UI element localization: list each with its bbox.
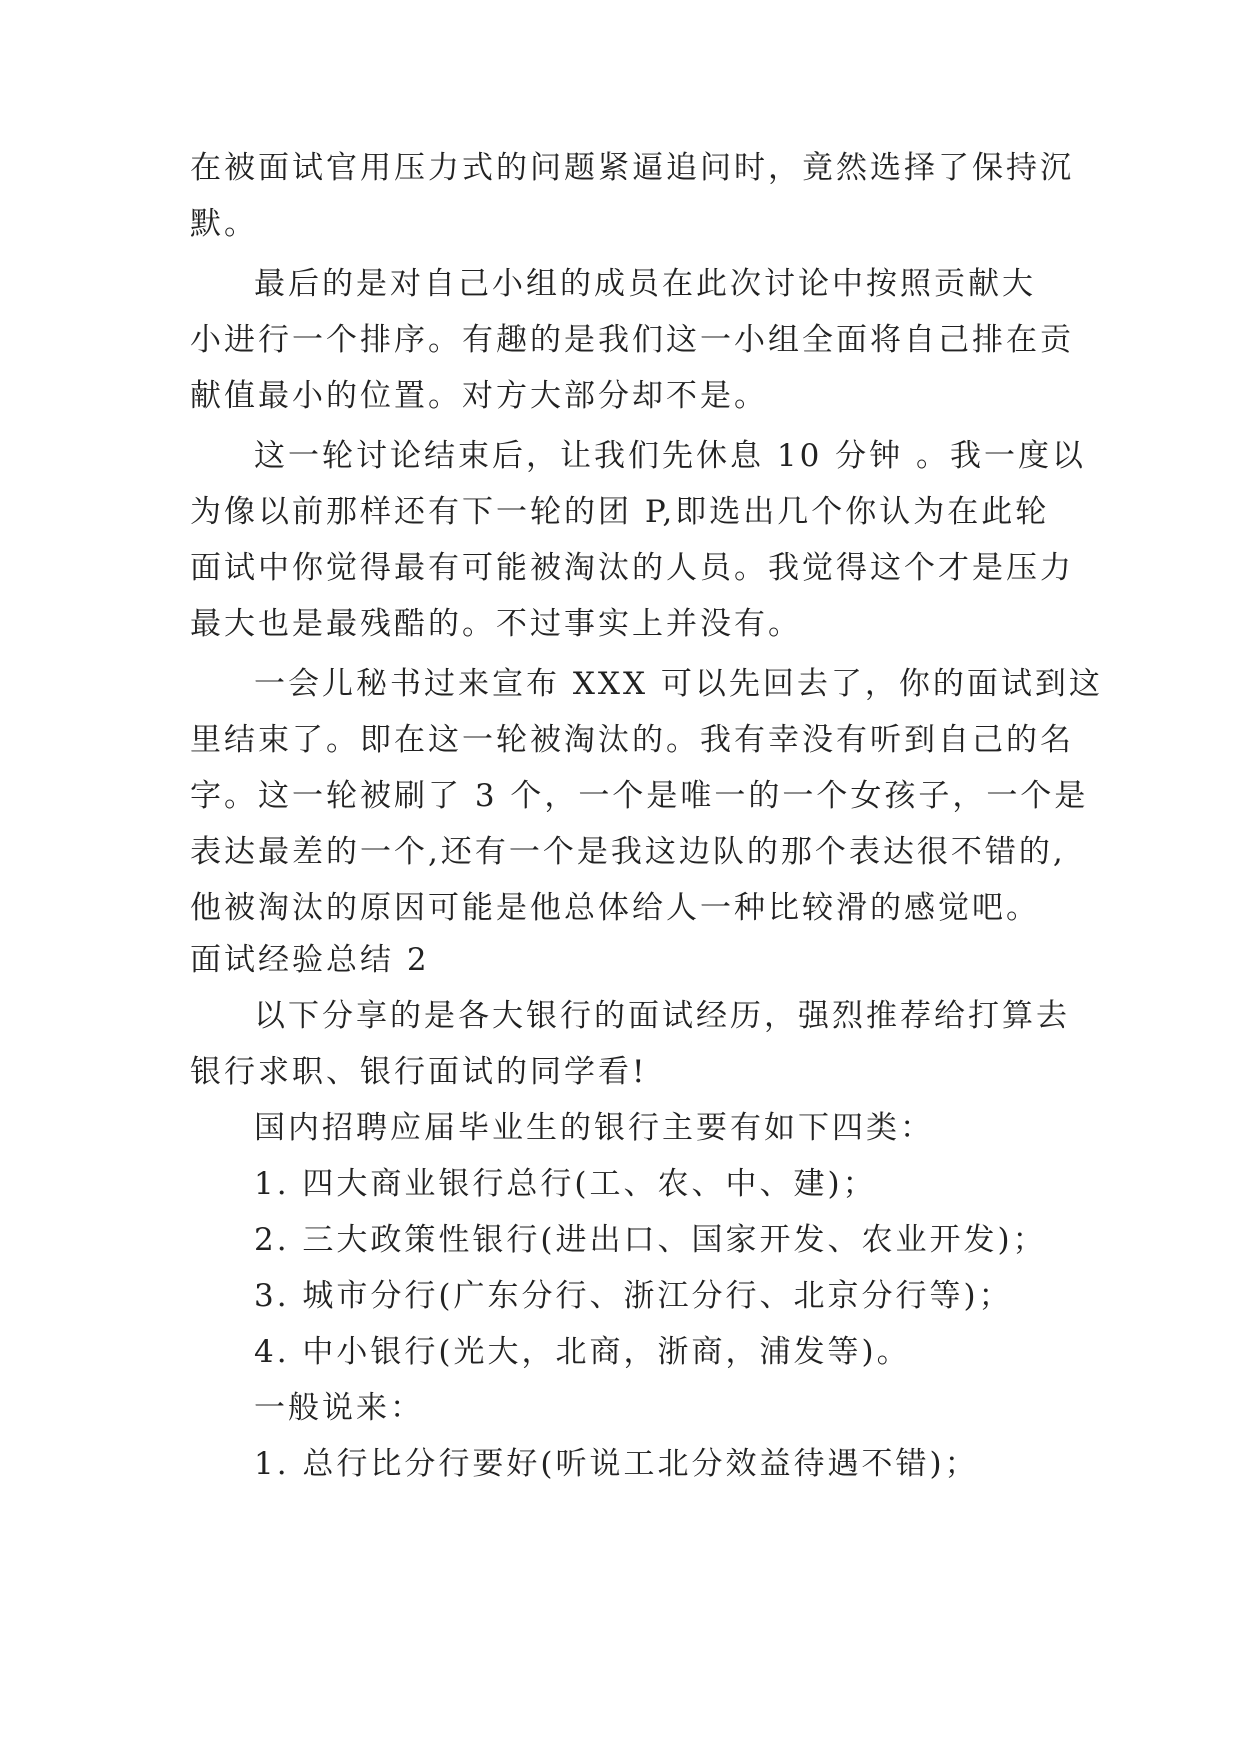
paragraph-line: 这一轮讨论结束后，让我们先休息 10 分钟 。我一度以: [254, 438, 1087, 474]
list-item: 2. 三大政策性银行(进出口、国家开发、农业开发)；: [254, 1222, 1047, 1258]
paragraph-line: 一般说来：: [254, 1390, 424, 1426]
paragraph-line: 表达最差的一个,还有一个是我这边队的那个表达很不错的,: [190, 834, 1066, 870]
paragraph-line: 他被淘汰的原因可能是他总体给人一种比较滑的感觉吧。: [190, 890, 1040, 926]
paragraph-line: 最大也是最残酷的。不过事实上并没有。: [190, 606, 802, 642]
paragraph-line: 银行求职、银行面试的同学看!: [190, 1054, 648, 1090]
paragraph-line: 一会儿秘书过来宣布 XXX 可以先回去了，你的面试到这: [254, 666, 1103, 702]
paragraph-line: 字。这一轮被刷了 3 个，一个是唯一的一个女孩子，一个是: [190, 778, 1089, 814]
paragraph-line: 里结束了。即在这一轮被淘汰的。我有幸没有听到自己的名: [190, 722, 1074, 758]
paragraph-line: 面试中你觉得最有可能被淘汰的人员。我觉得这个才是压力: [190, 550, 1074, 586]
paragraph-line: 献值最小的位置。对方大部分却不是。: [190, 378, 768, 414]
paragraph-line: 在被面试官用压力式的问题紧逼追问时，竟然选择了保持沉: [190, 150, 1074, 186]
section-heading: 面试经验总结 2: [190, 942, 430, 978]
paragraph-line: 国内招聘应届毕业生的银行主要有如下四类：: [254, 1110, 934, 1146]
paragraph-line: 为像以前那样还有下一轮的团 P,即选出几个你认为在此轮: [190, 494, 1050, 530]
paragraph-line: 默。: [190, 206, 258, 242]
list-item: 3. 城市分行(广东分行、浙江分行、北京分行等)；: [254, 1278, 1013, 1314]
list-item: 1. 四大商业银行总行(工、农、中、建)；: [254, 1166, 877, 1202]
paragraph-line: 最后的是对自己小组的成员在此次讨论中按照贡献大: [254, 266, 1036, 302]
list-item: 1. 总行比分行要好(听说工北分效益待遇不错)；: [254, 1446, 979, 1482]
paragraph-line: 以下分享的是各大银行的面试经历，强烈推荐给打算去: [254, 998, 1070, 1034]
list-item: 4. 中小银行(光大，北商，浙商，浦发等)。: [254, 1334, 911, 1370]
paragraph-line: 小进行一个排序。有趣的是我们这一小组全面将自己排在贡: [190, 322, 1074, 358]
